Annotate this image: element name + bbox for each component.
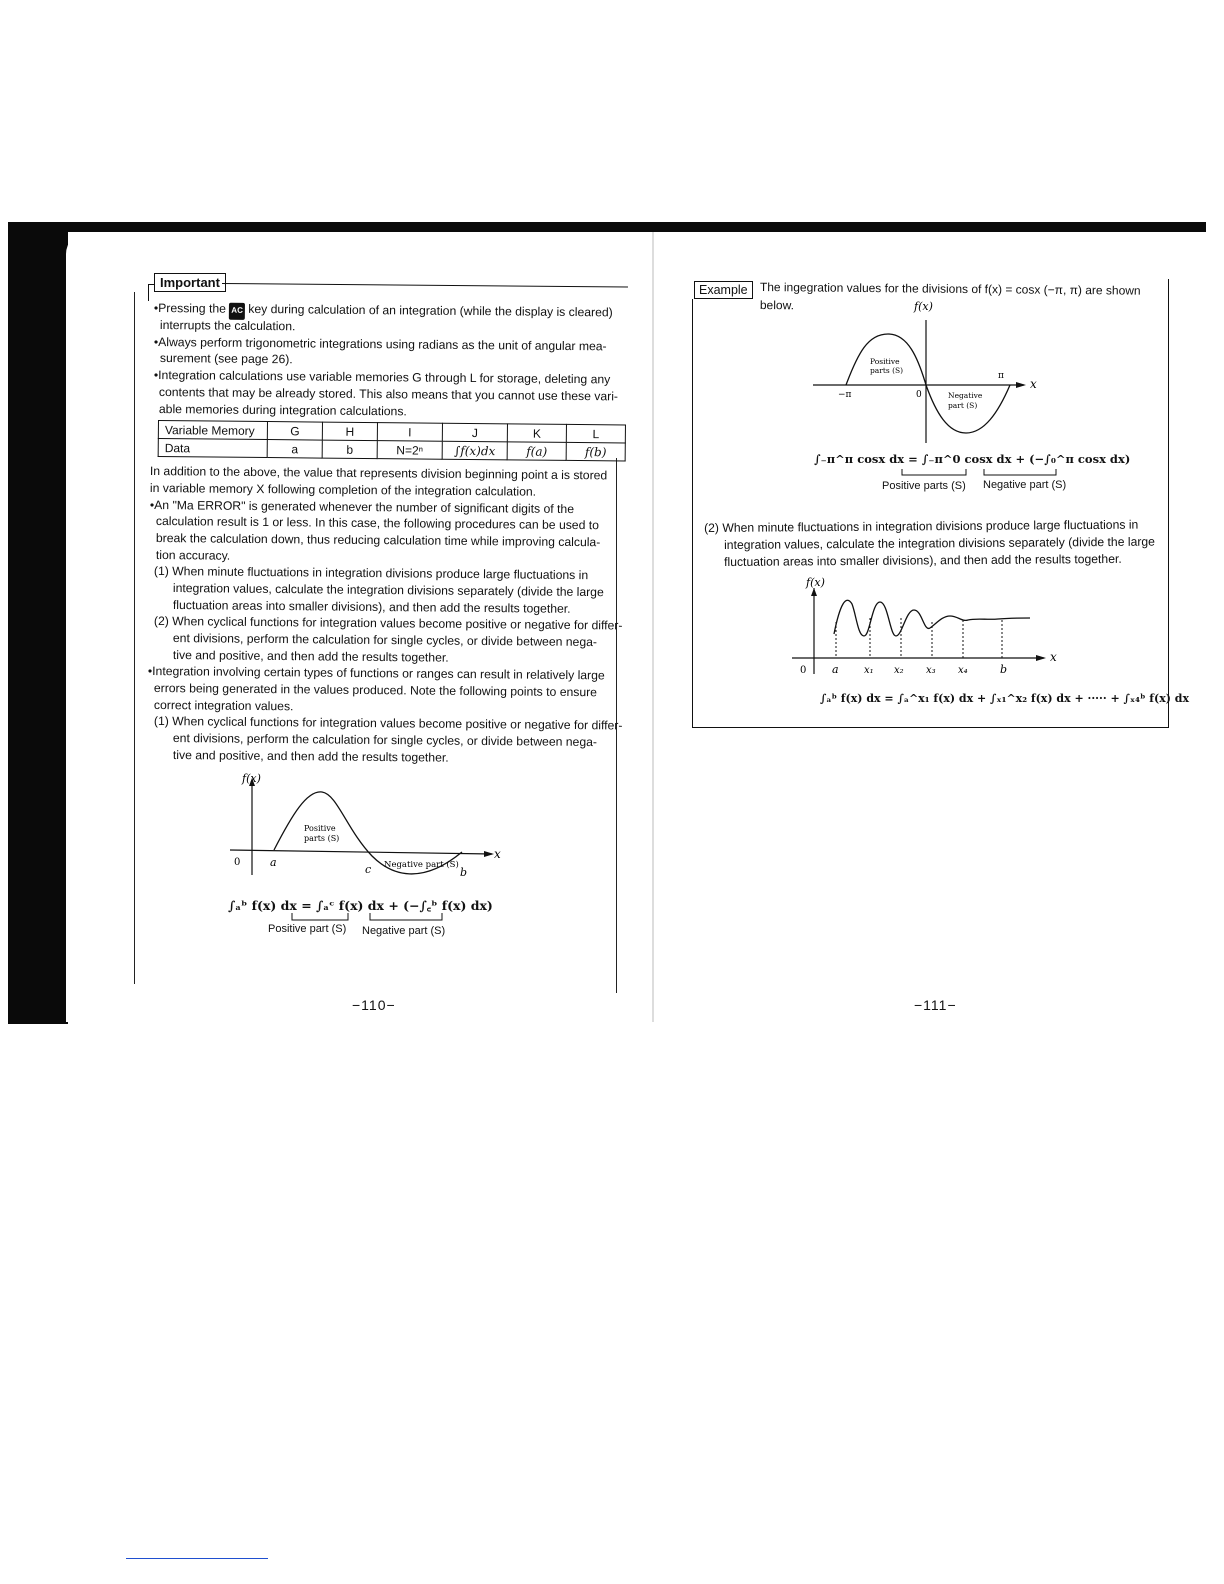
- origin-label: 0: [800, 665, 807, 676]
- caption-negative: Negative part (S): [983, 479, 1067, 491]
- bracket-negative: [370, 913, 442, 920]
- cosine-curve: [846, 334, 1010, 433]
- bullet-line: interrupts the calculation.: [159, 317, 296, 334]
- body-line: •Integration involving certain types of functions or ranges can result in relatively large: [147, 663, 605, 683]
- tick-label: a: [832, 663, 839, 676]
- bullet-line: able memories during integration calculations.: [158, 401, 407, 419]
- example-label: Example: [694, 281, 753, 299]
- body-line: (2) When cyclical functions for integration values become positive or negative for differ-: [153, 613, 623, 633]
- example-text: below.: [759, 297, 795, 313]
- body-line: integration values, calculate the integration divisions separately (divide the large: [724, 534, 1155, 552]
- bracket-negative: [984, 469, 1056, 475]
- x-label: x: [494, 847, 501, 861]
- fluctuation-formula: ∫ₐᵇ f(x) dx = ∫ₐ^x₁ f(x) dx + ∫ₓ₁^x₂ f(x) dx + ····· + ∫ₓ₄ᵇ f(x) dx: [820, 692, 1190, 705]
- table-cell: b: [322, 440, 377, 459]
- bullet-line: surement (see page 26).: [159, 350, 293, 367]
- table-cell: N=2ⁿ: [377, 441, 442, 460]
- variable-memory-table: [158, 420, 626, 461]
- body-line: fluctuation areas into smaller divisions), and then add the results together.: [724, 551, 1122, 569]
- x-label: x: [1050, 650, 1057, 664]
- origin-label: 0: [234, 857, 241, 868]
- table-cell: L: [566, 424, 625, 443]
- table-cell: Variable Memory: [158, 421, 267, 440]
- table-cell: J: [442, 423, 507, 442]
- negative-label: part (S): [948, 401, 978, 410]
- cosine-graph: [808, 298, 1048, 448]
- c-label: c: [365, 863, 372, 876]
- body-line: In addition to the above, the value that represents division beginning point a is stored: [149, 463, 608, 483]
- body-line: correct integration values.: [153, 697, 294, 714]
- caption-positive: Positive part (S): [268, 923, 347, 935]
- x-axis-arrow: [484, 851, 494, 857]
- body-line: tive and positive, and then add the results together.: [172, 747, 449, 765]
- left-formula: ∫ₐᵇ f(x) dx = ∫ₐᶜ f(x) dx + (−∫꜀ᵇ f(x) dx): [228, 898, 493, 913]
- scan-border-top: [8, 222, 1206, 232]
- origin-label: 0: [916, 390, 922, 400]
- x-axis: [230, 850, 492, 854]
- table-cell: I: [377, 423, 442, 442]
- table-cell: f(a): [507, 442, 566, 461]
- bullet-ac-key: •Pressing the AC key during calculation of an integration (while the display is cleared): [153, 300, 613, 320]
- b-label: b: [460, 866, 468, 879]
- important-label: Important: [154, 273, 226, 292]
- example-frame-left: [692, 299, 693, 727]
- positive-label: parts (S): [870, 366, 904, 375]
- x-label: x: [1030, 377, 1037, 391]
- cosine-formula: ∫₋π^π cosx dx = ∫₋π^0 cosx dx + (−∫₀^π cosx dx): [814, 452, 1131, 466]
- body-line: integration values, calculate the integration divisions separately (divide the large: [172, 580, 604, 600]
- x-axis-arrow: [1036, 655, 1046, 661]
- table-cell: ∫f(x)dx: [442, 441, 507, 460]
- body-line: (1) When minute fluctuations in integration divisions produce large fluctuations in: [153, 563, 589, 583]
- left-margin-rule: [134, 292, 135, 984]
- tick-label: x₁: [864, 665, 874, 676]
- body-line: break the calculation down, thus reducing calculation time while improving calcula-: [155, 530, 601, 550]
- y-label: f(x): [242, 772, 261, 785]
- footer-link-underline: [126, 1558, 268, 1559]
- caption-negative: Negative part (S): [362, 925, 446, 937]
- bracket-positive: [292, 913, 348, 920]
- pi-label: π: [998, 371, 1004, 381]
- body-line: tion accuracy.: [155, 547, 231, 563]
- body-line: errors being generated in the values produced. Note the following points to ensure: [153, 680, 598, 700]
- book-spine: [652, 232, 654, 1022]
- page-number-right: −111−: [914, 997, 957, 1013]
- bracket-positive: [902, 469, 966, 475]
- tick-label: b: [1000, 663, 1008, 676]
- body-line: ent divisions, perform the calculation for single cycles, or divide between nega-: [172, 730, 598, 750]
- body-line: tive and positive, and then add the results together.: [172, 647, 449, 665]
- bullet-line: •Integration calculations use variable memories G through L for storage, deleting any: [153, 367, 611, 387]
- ac-key-icon: AC: [229, 303, 245, 320]
- body-line: calculation result is 1 or less. In this case, the following procedures can be used to: [155, 513, 600, 533]
- a-label: a: [270, 856, 277, 869]
- x-axis-arrow: [1016, 382, 1026, 388]
- page-number-left: −110−: [352, 997, 396, 1013]
- positive-label: parts (S): [304, 834, 340, 843]
- bullet-line: contents that may be already stored. This also means that you cannot use these vari-: [158, 384, 619, 404]
- y-label: f(x): [806, 576, 825, 589]
- positive-label: Positive: [304, 824, 336, 833]
- table-cell: a: [267, 440, 322, 459]
- tick-label: x₂: [894, 665, 904, 676]
- fluctuation-graph: [788, 574, 1068, 679]
- y-axis-arrow: [811, 588, 817, 596]
- left-integration-graph: [222, 770, 512, 885]
- tick-label: x₄: [958, 665, 968, 676]
- example-text: The ingegration values for the divisions of f(x) = cosx (−π, π) are shown: [759, 279, 1141, 298]
- table-cell: K: [507, 424, 566, 443]
- scan-border-left: [8, 222, 68, 1024]
- body-line: fluctuation areas into smaller divisions), and then add the results together.: [172, 597, 571, 616]
- caption-positive: Positive parts (S): [882, 480, 966, 492]
- y-label: f(x): [914, 300, 933, 313]
- table-cell: Data: [158, 439, 267, 458]
- body-line: ent divisions, perform the calculation for single cycles, or divide between nega-: [172, 630, 598, 650]
- table-row: [158, 439, 625, 461]
- body-line: •An "Ma ERROR" is generated whenever the number of significant digits of the: [149, 497, 575, 517]
- body-line: (1) When cyclical functions for integration values become positive or negative for differ-: [153, 713, 623, 733]
- neg-pi-label: −π: [838, 390, 852, 400]
- table-cell: G: [267, 422, 322, 441]
- tick-label: x₃: [926, 665, 936, 676]
- body-line: (2) When minute fluctuations in integration divisions produce large fluctuations in: [704, 517, 1139, 535]
- positive-label: Positive: [870, 357, 900, 366]
- table-cell: f(b): [566, 442, 625, 461]
- negative-label: Negative: [948, 391, 983, 400]
- body-line: in variable memory X following completion of the integration calculation.: [149, 480, 537, 499]
- negative-label: Negative part (S): [384, 860, 459, 870]
- table-cell: H: [322, 422, 377, 441]
- bullet-line: •Always perform trigonometric integrations using radians as the unit of angular mea-: [153, 334, 607, 354]
